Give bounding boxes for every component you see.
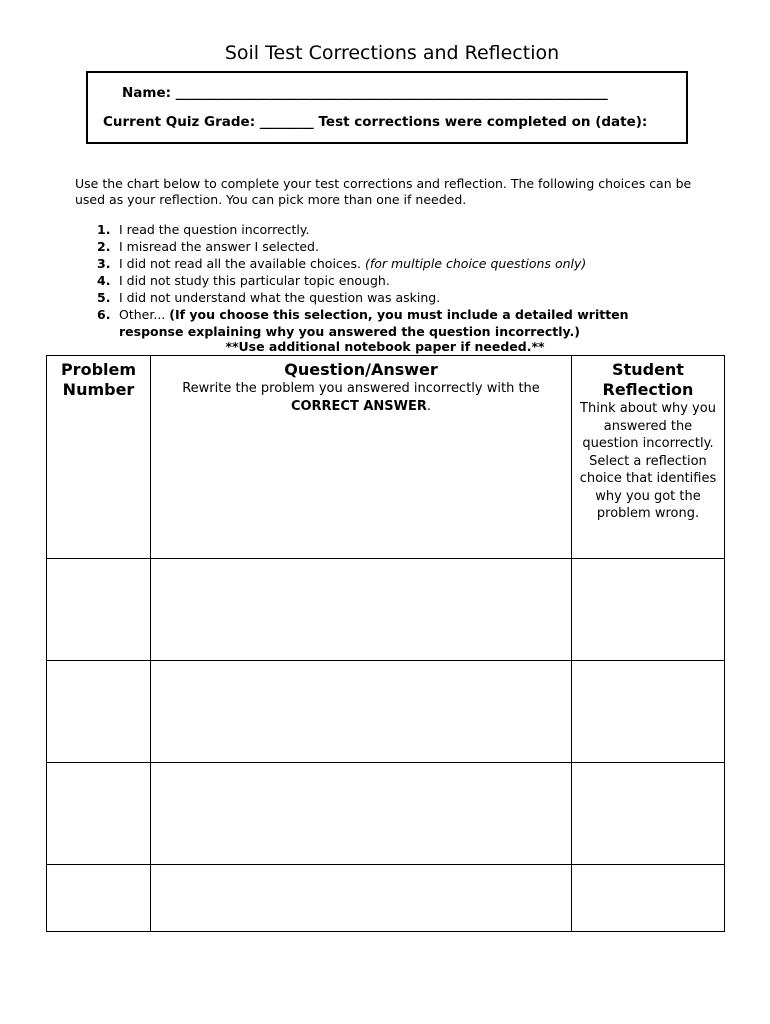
choice-note: (for multiple choice questions only) <box>364 256 587 271</box>
list-item <box>97 272 697 289</box>
choice-text: I did not study this particular topic enough. <box>119 273 390 288</box>
choice-text: I did not read all the available choices. <box>119 256 361 271</box>
choice-number: 4. <box>97 273 111 288</box>
problem-number-cell[interactable] <box>47 559 151 661</box>
reflection-choices-list <box>97 221 697 340</box>
choice-number: 6. <box>97 307 111 322</box>
notebook-note: **Use additional notebook paper if needed.** <box>225 339 545 354</box>
column-instructions: Think about why you answered the question incorrectly. Select a reflection choice that identifies why you got the problem wrong. <box>579 401 717 521</box>
choice-number: 3. <box>97 256 111 271</box>
list-item <box>97 238 697 255</box>
instructions-text: Use the chart below to complete your test corrections and reflection. The following choices can be used as your reflection. You can pick more than one if needed. <box>75 176 692 207</box>
name-field[interactable]: Name: ________________________________________________________________ <box>122 85 608 101</box>
choice-number: 1. <box>97 222 111 237</box>
choice-number: 5. <box>97 290 111 305</box>
page-title: Soil Test Corrections and Reflection <box>224 42 560 64</box>
table-row <box>47 763 725 865</box>
problem-number-cell[interactable] <box>47 865 151 932</box>
column-header: Problem Number <box>60 360 137 399</box>
reflection-cell[interactable] <box>572 559 725 661</box>
table-row <box>47 559 725 661</box>
column-header: Question/Answer <box>284 360 438 379</box>
column-header: Student Reflection <box>602 360 694 399</box>
list-item <box>97 221 697 238</box>
question-answer-header <box>151 356 572 559</box>
table-header-row <box>47 356 725 559</box>
problem-number-header <box>47 356 151 559</box>
list-item <box>97 306 697 340</box>
choice-text: I read the question incorrectly. <box>119 222 310 237</box>
problem-number-cell[interactable] <box>47 661 151 763</box>
problem-number-cell[interactable] <box>47 763 151 865</box>
choice-text: Other... <box>119 307 166 322</box>
grade-date-field[interactable]: Current Quiz Grade: ________ Test corrections were completed on (date): <box>103 114 648 130</box>
student-info-box <box>86 71 688 144</box>
question-answer-cell[interactable] <box>151 763 572 865</box>
reflection-cell[interactable] <box>572 763 725 865</box>
reflection-cell[interactable] <box>572 865 725 932</box>
table-row <box>47 865 725 932</box>
choice-text: I did not understand what the question was asking. <box>119 290 441 305</box>
choice-number: 2. <box>97 239 111 254</box>
list-item <box>97 255 697 272</box>
choice-note: (If you choose this selection, you must include a detailed written response explaining why you answered the question incorrectly.) <box>119 307 629 339</box>
choice-text: I misread the answer I selected. <box>119 239 319 254</box>
question-answer-cell[interactable] <box>151 661 572 763</box>
list-item <box>97 289 697 306</box>
reflection-cell[interactable] <box>572 661 725 763</box>
table-row <box>47 661 725 763</box>
column-instructions: Rewrite the problem you answered incorrectly with the CORRECT ANSWER. <box>182 381 540 414</box>
question-answer-cell[interactable] <box>151 559 572 661</box>
corrections-table <box>46 355 725 932</box>
question-answer-cell[interactable] <box>151 865 572 932</box>
student-reflection-header <box>572 356 725 559</box>
